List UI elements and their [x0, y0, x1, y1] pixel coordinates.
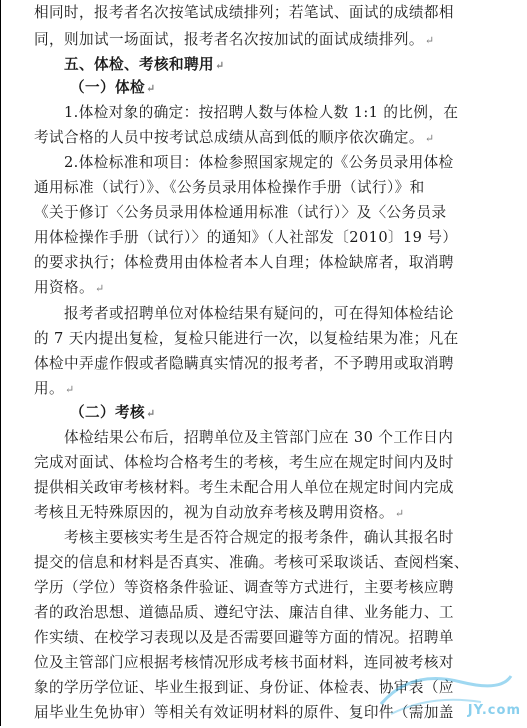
text-line: 相同时，报考者名次按笔试成绩排列；若笔试、面试的成绩都相	[34, 4, 454, 21]
text-line: 用资格。↵	[34, 279, 105, 296]
text-line: 考试合格的人员中按考试总成绩从高到低的顺序依次确定。↵	[34, 129, 435, 146]
text-line: 考核且无特殊原因的，视为自动放弃考核及聘用资格。↵	[34, 504, 405, 521]
text-line: 1.体检对象的确定：按招聘人数与体检人数 1:1 的比例，在	[64, 104, 459, 121]
text-line: 用体检操作手册（试行）〉的通知》（人社部发〔2010〕19 号）	[34, 229, 458, 246]
text-line: 学历（学位）等资格条件验证、调查等方式进行，主要考核应聘	[34, 579, 454, 596]
text-line: 报考者或招聘单位对体检结果有疑问的，可在得知体检结论	[64, 305, 454, 322]
text-line: 的 7 天内提出复检，复检只能进行一次，以复检结果为准；凡在	[34, 330, 459, 347]
text-line: 提交的信息和材料是否真实、准确。考核可采取谈话、查阅档案、	[34, 554, 469, 571]
watermark-text: JY.com	[467, 703, 521, 718]
text-line: 体检结果公布后，招聘单位及主管部门应在 30 个工作日内	[64, 429, 454, 446]
page-border	[0, 0, 1, 726]
text-line: 位及主管部门应根据考核情况形成考核书面材料，连同被考核对	[34, 654, 454, 671]
text-line: 2.体检标准和项目：体检参照国家规定的《公务员录用体检	[64, 154, 454, 171]
text-line: 用。↵	[34, 380, 75, 397]
text-line: 体检中弄虚作假或者隐瞒真实情况的报考者，不予聘用或取消聘	[34, 355, 454, 372]
section-heading: 五、体检、考核和聘用↵	[64, 56, 225, 73]
text-line: 同，则加试一场面试，报考者名次按加试的面试成绩排列。↵	[34, 31, 435, 48]
text-line: 的要求执行；体检费用由体检者本人自理；体检缺席者，取消聘	[34, 254, 454, 271]
subsection-heading: （一）体检↵	[70, 79, 156, 96]
text-line: 届毕业生免协审）等相关有效证明材料的原件、复印件（需加盖	[34, 704, 454, 721]
text-line: 通用标准（试行）》、《公务员录用体检操作手册（试行）》和	[34, 179, 425, 196]
watermark-logo	[371, 664, 521, 724]
text-line: 提供相关政审考核材料。考生未配合用人单位在规定时间内完成	[34, 479, 454, 496]
text-line: 象的学历学位证、毕业生报到证、身份证、体检表、协审表（应	[34, 679, 454, 696]
subsection-heading: （二）考核↵	[70, 404, 156, 421]
text-line: 考核主要核实考生是否符合规定的报考条件，确认其报名时	[64, 529, 454, 546]
text-line: 《关于修订〈公务员录用体检通用标准（试行）〉及〈公务员录	[34, 204, 447, 221]
text-line: 完成对面试、体检均合格考生的考核，考生应在规定时间内及时	[34, 454, 454, 471]
text-line: 者的政治思想、道德品质、遵纪守法、廉洁自律、业务能力、工	[34, 604, 454, 621]
text-line: 作实绩、在校学习表现以及是否需要回避等方面的情况。招聘单	[34, 629, 454, 646]
